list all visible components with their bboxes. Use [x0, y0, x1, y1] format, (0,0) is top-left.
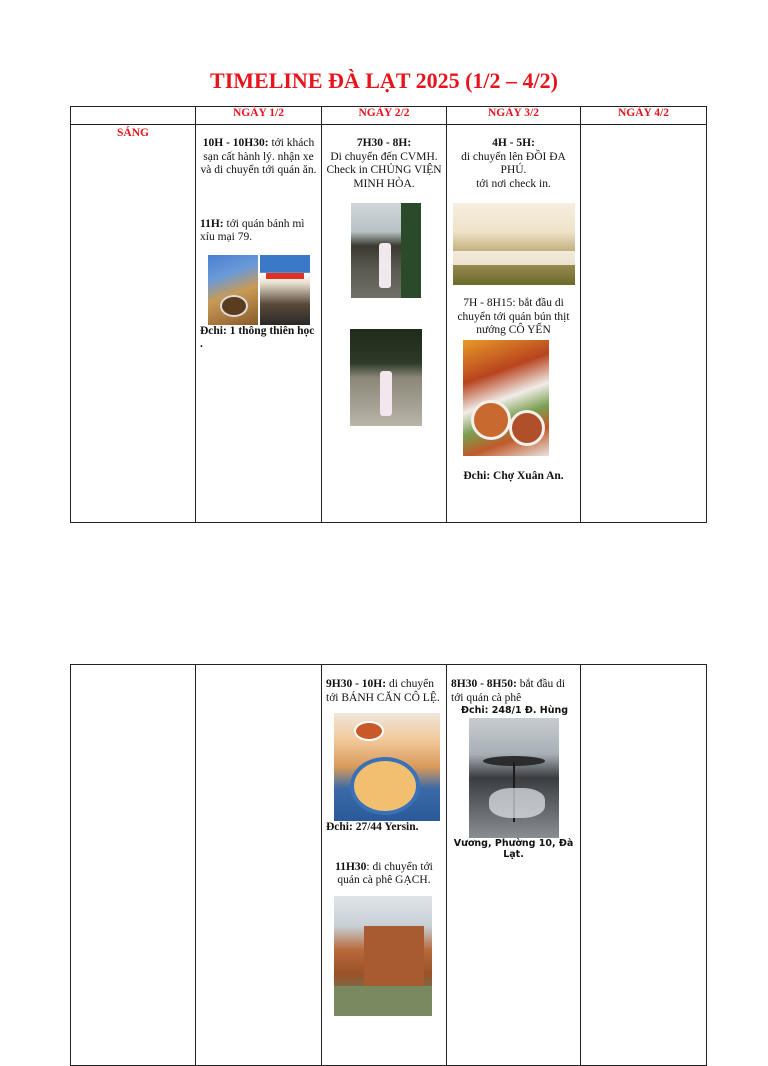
day2-event-1: 7H30 - 8H: Di chuyển đến CVMH. Check in CHỦNG VIỆN MINH HÒA. — [326, 137, 442, 190]
cafe-mist-photo — [469, 718, 559, 838]
morning-row — [71, 125, 707, 523]
banh-mi-photo — [208, 255, 258, 325]
day3-event-3: 8H30 - 8H50: bắt đầu di tới quán cà phê — [451, 678, 566, 704]
banh-can-photo — [334, 713, 440, 821]
day3-event-1: 4H - 5H: di chuyển lên ĐỒI ĐA PHÚ. tới nơi check in. — [461, 137, 566, 190]
day3-event-2: 7H - 8H15: bắt đầu di chuyển tới quán bún thịt nướng CÔ YẾN — [457, 297, 570, 336]
header-day-2: NGÀY 2/2 — [322, 107, 447, 125]
continued-row — [71, 665, 707, 1066]
header-day-4: NGÀY 4/2 — [581, 107, 707, 125]
cafe-gach-photo — [334, 896, 432, 1016]
day2-event-2: 9H30 - 10H: di chuyển tới BÁNH CĂN CÔ LỆ. — [326, 678, 440, 704]
day2-address: Đchi: 27/44 Yersin. — [326, 821, 419, 833]
day3-cell — [447, 125, 581, 523]
banh-mi-shop-photo — [260, 255, 310, 325]
day1-event-2: 11H: tới quán bánh mì xíu mại 79. — [200, 217, 305, 243]
day4-cell-2 — [581, 665, 707, 1066]
timeline-table-2 — [70, 664, 707, 1066]
day2-cell-2 — [322, 665, 447, 1066]
seminary-photo-1 — [351, 203, 421, 298]
hill-sunrise-photo — [453, 203, 575, 285]
day2-cell — [322, 125, 447, 523]
day3-address: Đchi: Chợ Xuân An. — [463, 469, 564, 482]
header-day-1: NGÀY 1/2 — [196, 107, 322, 125]
row-label-empty — [71, 665, 196, 1066]
seminary-photo-2 — [350, 329, 422, 426]
day1-address: Đchi: 1 thông thiên học . — [200, 324, 315, 350]
header-empty — [71, 107, 196, 125]
day3-cell-2 — [447, 665, 581, 1066]
header-row — [71, 107, 707, 125]
day3-address-line-2: Vương, Phường 10, Đà Lạt. — [453, 838, 574, 860]
day1-photos — [208, 255, 317, 325]
timeline-table-1 — [70, 106, 707, 523]
day1-event-1: 10H - 10H30: tới khách sạn cất hành lý. nhận xe và di chuyển tới quán ăn. — [200, 137, 317, 176]
day1-cell-2 — [196, 665, 322, 1066]
header-day-3: NGÀY 3/2 — [447, 107, 581, 125]
row-label-morning: SÁNG — [71, 125, 196, 523]
page-title: TIMELINE ĐÀ LẠT 2025 (1/2 – 4/2) — [210, 68, 558, 93]
day2-event-3: 11H30: di chuyển tới quán cà phê GẠCH. — [335, 860, 433, 886]
day4-cell — [581, 125, 707, 523]
day1-cell — [196, 125, 322, 523]
day3-address-line-1: Đchi: 248/1 Đ. Hùng — [461, 705, 569, 716]
bun-thit-nuong-photo — [463, 340, 549, 456]
